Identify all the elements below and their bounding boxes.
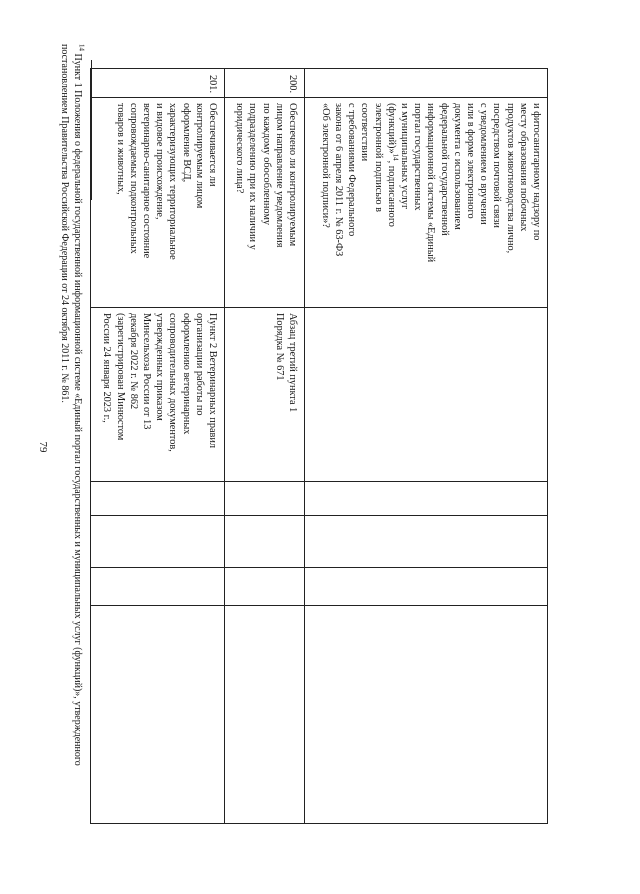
row-reference: Пункт 2 Ветеринарных правил организации работы по оформлению ветеринарных сопроводительных документов, утвержденных приказом Минсельхоза России от 13 декабря 2022 г. № 862 (зарегистрирован Минюстом России 24 января 2023 г., bbox=[101, 313, 218, 452]
footnote-separator bbox=[91, 60, 92, 200]
column-divider bbox=[91, 567, 547, 568]
row-number: 201. bbox=[207, 75, 218, 94]
row-divider bbox=[224, 69, 225, 823]
footnote-text: Пункт 1 Положения о федеральной государственной информационной системе «Единый портал государственных и муниципальных услуг (функций)», утвержденного постановлением Правительства Российской Федерации от 24 октября 2011 г. № 861. bbox=[59, 44, 83, 766]
row-question: Обеспечено ли контролируемым лицом направление уведомления по каждому обособленному подразделению при их наличии у юридического лица? bbox=[234, 103, 298, 250]
row-reference: Абзац третий пункта 1 Порядка № 671 bbox=[273, 313, 298, 413]
checklist-table bbox=[90, 68, 548, 824]
column-divider bbox=[91, 97, 547, 98]
question-text-tail: , подписанного электронной подписью в соответствии с требованиями Федерального закона от 6 апреля 2011 г. № 63-ФЗ «Об электронной подписи»? bbox=[319, 103, 397, 257]
row-question: Обеспечивается ли контролируемым лицом оформление ВСД, характеризующих территориальное и видовое происхождение, ветеринарно-санитарное состояние сопровождаемых подконтрольных товаров и животных, bbox=[114, 103, 218, 260]
column-divider bbox=[91, 307, 547, 308]
column-divider bbox=[91, 605, 547, 606]
page-number: 79 bbox=[37, 441, 49, 453]
row-number: 200. bbox=[287, 75, 298, 94]
column-divider bbox=[91, 481, 547, 482]
row-divider bbox=[304, 69, 305, 823]
footnote bbox=[58, 44, 84, 834]
footnote-reference: 14 bbox=[391, 153, 400, 161]
column-divider bbox=[91, 515, 547, 516]
row-question bbox=[307, 103, 543, 305]
question-text: и фитосанитарному надзору по месту образования побочных продуктов животноводства лично, посредством почтовой связи с уведомлением о вручении или в форме электронного документа с использованием федеральной государственной информационной системы «Единый портал государственных и муниципальных услуг (функций)» bbox=[385, 103, 542, 263]
footnote-mark: 14 bbox=[77, 44, 86, 51]
